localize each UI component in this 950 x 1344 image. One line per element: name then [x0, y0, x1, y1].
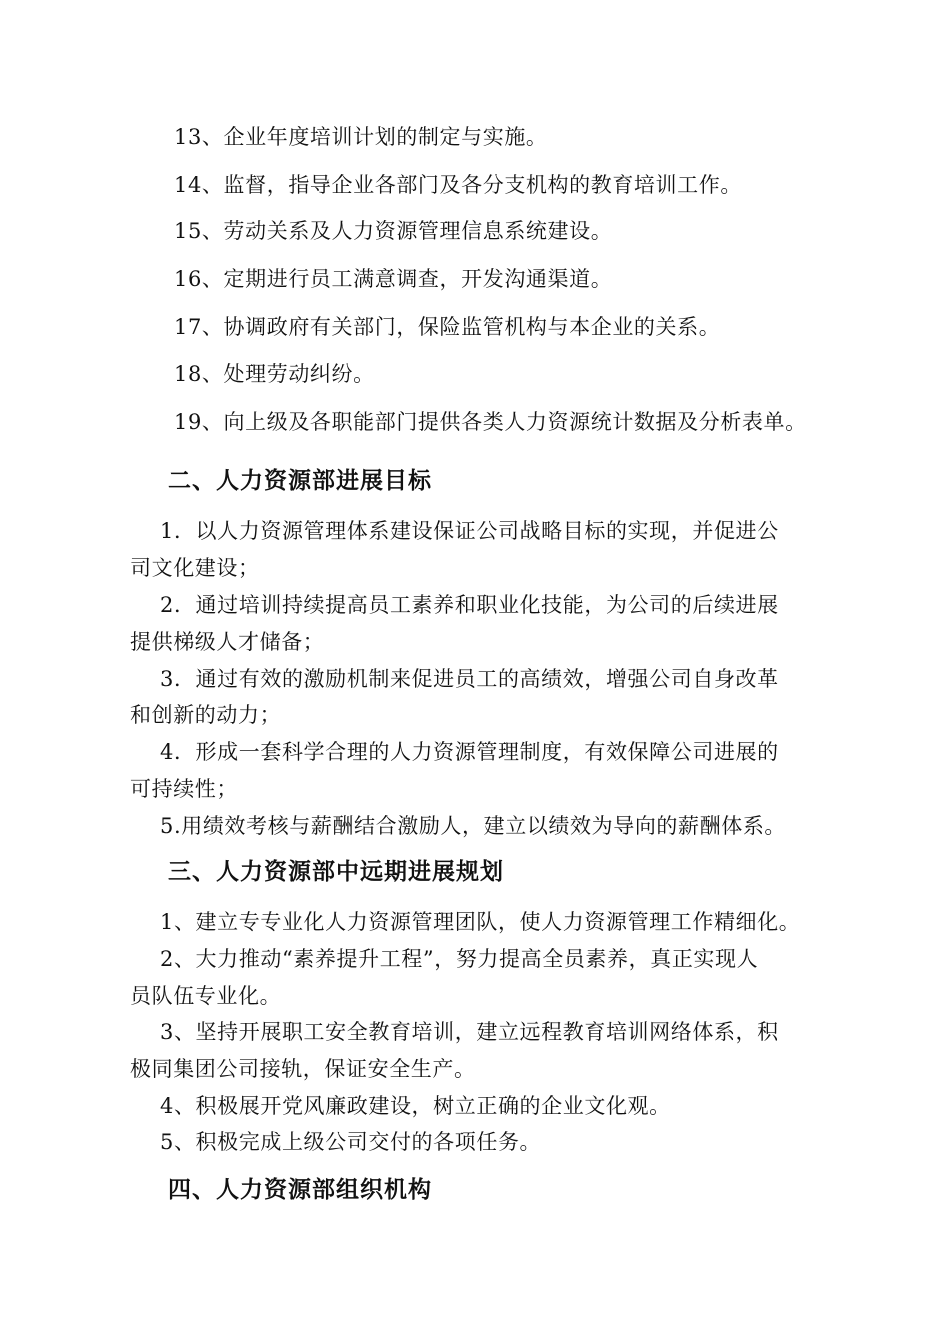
list-item-19: 19、向上级及各职能部门提供各类人力资源统计数据及分析表单。	[174, 410, 807, 434]
goal-line-1b: 司文化建设；	[130, 556, 260, 580]
plan-line-3b: 极同集团公司接轨，保证安全生产。	[130, 1057, 476, 1081]
goal-line-2b: 提供梯级人才储备；	[130, 630, 325, 654]
list-item-18: 18、处理劳动纠纷。	[174, 362, 375, 386]
plan-line-4: 4、积极展开党风廉政建设，树立正确的企业文化观。	[160, 1094, 671, 1118]
list-item-16: 16、定期进行员工满意调查，开发沟通渠道。	[174, 267, 613, 291]
section-heading-3: 三、人力资源部中远期进展规划	[168, 859, 504, 885]
goal-line-3a: 3．通过有效的激励机制来促进员工的高绩效，增强公司自身改革	[160, 667, 779, 691]
goal-line-4b: 可持续性；	[130, 777, 238, 801]
goal-line-5: 5.用绩效考核与薪酬结合激励人，建立以绩效为导向的薪酬体系。	[160, 814, 787, 838]
plan-line-1: 1、建立专专业化人力资源管理团队，使人力资源管理工作精细化。	[160, 910, 801, 934]
list-item-17: 17、协调政府有关部门，保险监管机构与本企业的关系。	[174, 315, 721, 339]
plan-line-3a: 3、坚持开展职工安全教育培训，建立远程教育培训网络体系，积	[160, 1020, 779, 1044]
plan-line-2b: 员队伍专业化。	[130, 984, 282, 1008]
goal-line-2a: 2．通过培训持续提高员工素养和职业化技能，为公司的后续进展	[160, 593, 779, 617]
section-heading-2: 二、人力资源部进展目标	[168, 468, 432, 494]
goal-line-4a: 4．形成一套科学合理的人力资源管理制度，有效保障公司进展的	[160, 740, 779, 764]
list-item-13: 13、企业年度培训计划的制定与实施。	[174, 125, 548, 149]
plan-line-5: 5、积极完成上级公司交付的各项任务。	[160, 1130, 542, 1154]
goal-line-3b: 和创新的动力；	[130, 703, 282, 727]
list-item-15: 15、劳动关系及人力资源管理信息系统建设。	[174, 219, 613, 243]
list-item-14: 14、监督，指导企业各部门及各分支机构的教育培训工作。	[174, 173, 742, 197]
goal-line-1a: 1．以人力资源管理体系建设保证公司战略目标的实现，并促进公	[160, 519, 779, 543]
section-heading-4: 四、人力资源部组织机构	[168, 1177, 432, 1203]
plan-line-2a: 2、大力推动“素养提升工程”，努力提高全员素养，真正实现人	[160, 947, 759, 971]
